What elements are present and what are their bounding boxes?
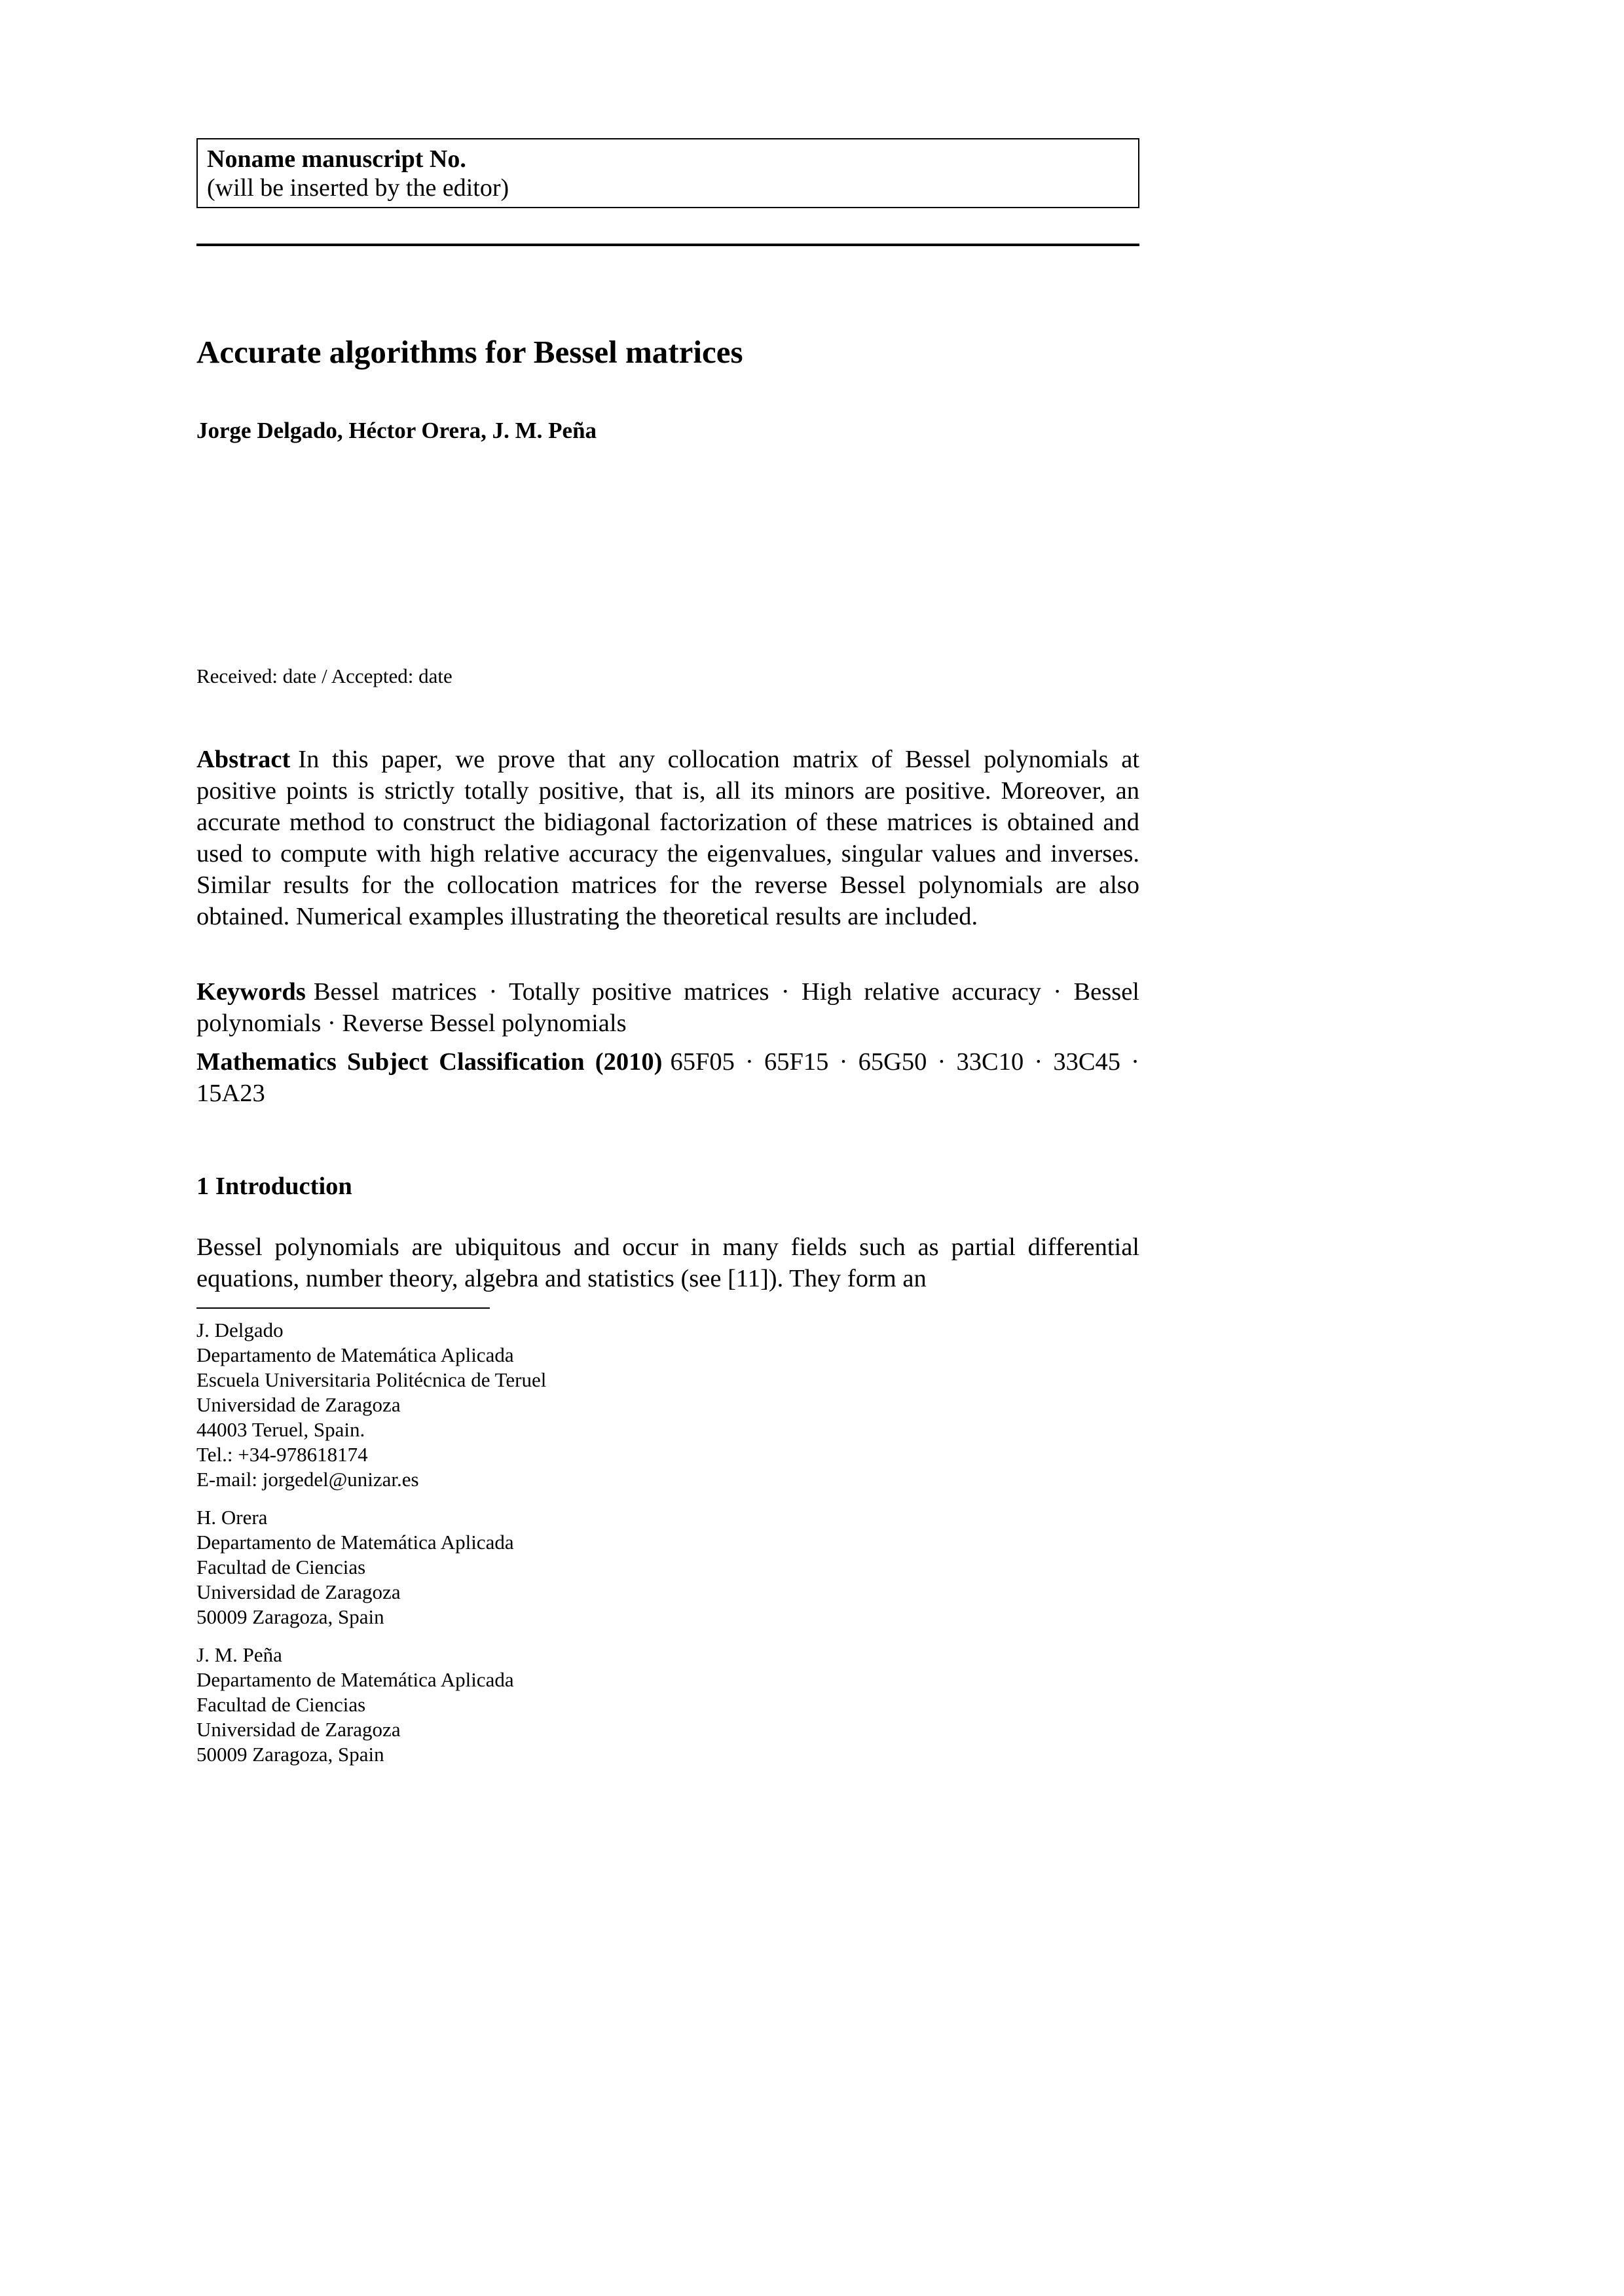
affiliation-delgado	[196, 1318, 546, 1492]
affiliation-email: E-mail: jorgedel@unizar.es	[196, 1468, 419, 1491]
affiliation-line: Facultad de Ciencias	[196, 1556, 366, 1578]
abstract-label: Abstract	[196, 746, 291, 773]
section-heading-introduction: 1 Introduction	[196, 1173, 352, 1200]
affiliation-line: J. M. Peña	[196, 1643, 282, 1666]
msc-codes: 65F05 · 65F15 · 65G50 · 33C10 · 33C45 · 15A23	[196, 1048, 1139, 1107]
keywords-label: Keywords	[196, 978, 306, 1006]
affiliation-line: J. Delgado	[196, 1319, 284, 1341]
received-accepted-dates: Received: date / Accepted: date	[196, 665, 452, 687]
affiliation-phone: Tel.: +34-978618174	[196, 1443, 368, 1466]
abstract	[196, 744, 1139, 932]
abstract-text: In this paper, we prove that any collocation matrix of Bessel polynomials at positive points is strictly totally positive, that is, all its minors are positive. Moreover, an accurate method to construct the bidiagonal factorization of these matrices is obtained and used to compute with high relative accuracy the eigenvalues, singular values and inverses. Similar results for the collocation matrices for the reverse Bessel polynomials are also obtained. Numerical examples illustrating the theoretical results are included.	[196, 746, 1139, 930]
affiliation-line: Departamento de Matemática Aplicada	[196, 1531, 514, 1554]
affiliation-line: Universidad de Zaragoza	[196, 1718, 401, 1741]
affiliation-line: Facultad de Ciencias	[196, 1693, 366, 1716]
affiliation-line: Departamento de Matemática Aplicada	[196, 1668, 514, 1691]
affiliation-line: Universidad de Zaragoza	[196, 1393, 401, 1416]
keywords-text: Bessel matrices · Totally positive matrices · High relative accuracy · Bessel polynomials · Reverse Bessel polynomials	[196, 978, 1139, 1037]
paper-title: Accurate algorithms for Bessel matrices	[196, 334, 743, 370]
introduction-text: Bessel polynomials are ubiquitous and occur in many fields such as partial differential equations, number theory, algebra and statistics (see [11]). They form an	[196, 1233, 1139, 1292]
affiliation-line: H. Orera	[196, 1506, 268, 1529]
affiliation-line: Departamento de Matemática Aplicada	[196, 1343, 514, 1366]
affiliation-line: 50009 Zaragoza, Spain	[196, 1605, 384, 1628]
introduction-paragraph	[196, 1231, 1139, 1294]
author-affiliations	[196, 1318, 546, 1780]
subject-classification	[196, 1046, 1139, 1109]
affiliation-line: 44003 Teruel, Spain.	[196, 1418, 365, 1441]
header-rule	[196, 244, 1139, 246]
editor-note: (will be inserted by the editor)	[207, 174, 509, 202]
manuscript-info-box	[196, 138, 1139, 208]
affiliation-pena	[196, 1643, 546, 1767]
keywords	[196, 976, 1139, 1039]
footnote-rule	[196, 1307, 490, 1309]
author-list: Jorge Delgado, Héctor Orera, J. M. Peña	[196, 418, 597, 443]
affiliation-line: Escuela Universitaria Politécnica de Teruel	[196, 1368, 547, 1391]
affiliation-orera	[196, 1505, 546, 1630]
manuscript-label: Noname manuscript No.	[207, 145, 466, 173]
msc-label: Mathematics Subject Classification (2010)	[196, 1048, 663, 1076]
affiliation-line: Universidad de Zaragoza	[196, 1580, 401, 1603]
affiliation-line: 50009 Zaragoza, Spain	[196, 1743, 384, 1766]
